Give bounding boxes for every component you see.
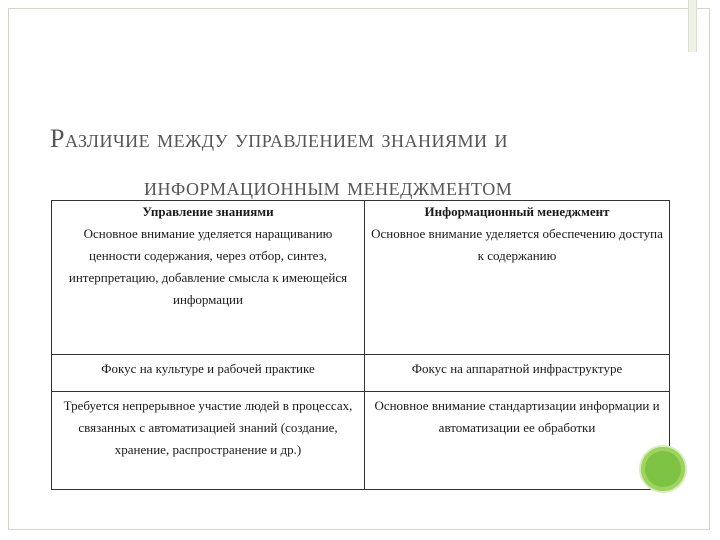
table-row	[52, 201, 670, 355]
title-line-1: Различие между управлением знаниями и	[50, 124, 509, 153]
title-line-2: информационным менеджментом	[144, 172, 513, 201]
table-row	[52, 391, 670, 489]
comparison-table	[51, 200, 670, 490]
table-cell: Требуется непрерывное участие людей в процессах, связанных с автоматизацией знаний (создание, хранение, распространение и др.)	[52, 391, 365, 489]
column-header-information-management: Информационный менеджмент	[424, 204, 610, 219]
table-row	[52, 354, 670, 391]
cell-text: Основное внимание уделяется наращиванию ценности содержания, через отбор, синтез, интерпретацию, добавление смысла к имеющейся информации	[68, 226, 348, 307]
table-cell	[52, 201, 365, 355]
column-header-knowledge-management: Управление знаниями	[142, 204, 274, 219]
table-cell: Основное внимание стандартизации информации и автоматизации ее обработки	[365, 391, 670, 489]
table-cell: Фокус на культуре и рабочей практике	[52, 354, 365, 391]
table-cell	[365, 201, 670, 355]
cell-text: Основное внимание уделяется обеспечению доступа к содержанию	[371, 226, 663, 263]
decorative-stripe	[688, 0, 697, 52]
slide-title	[50, 115, 690, 211]
green-circle-icon	[641, 447, 685, 491]
table-cell: Фокус на аппаратной инфраструктуре	[365, 354, 670, 391]
